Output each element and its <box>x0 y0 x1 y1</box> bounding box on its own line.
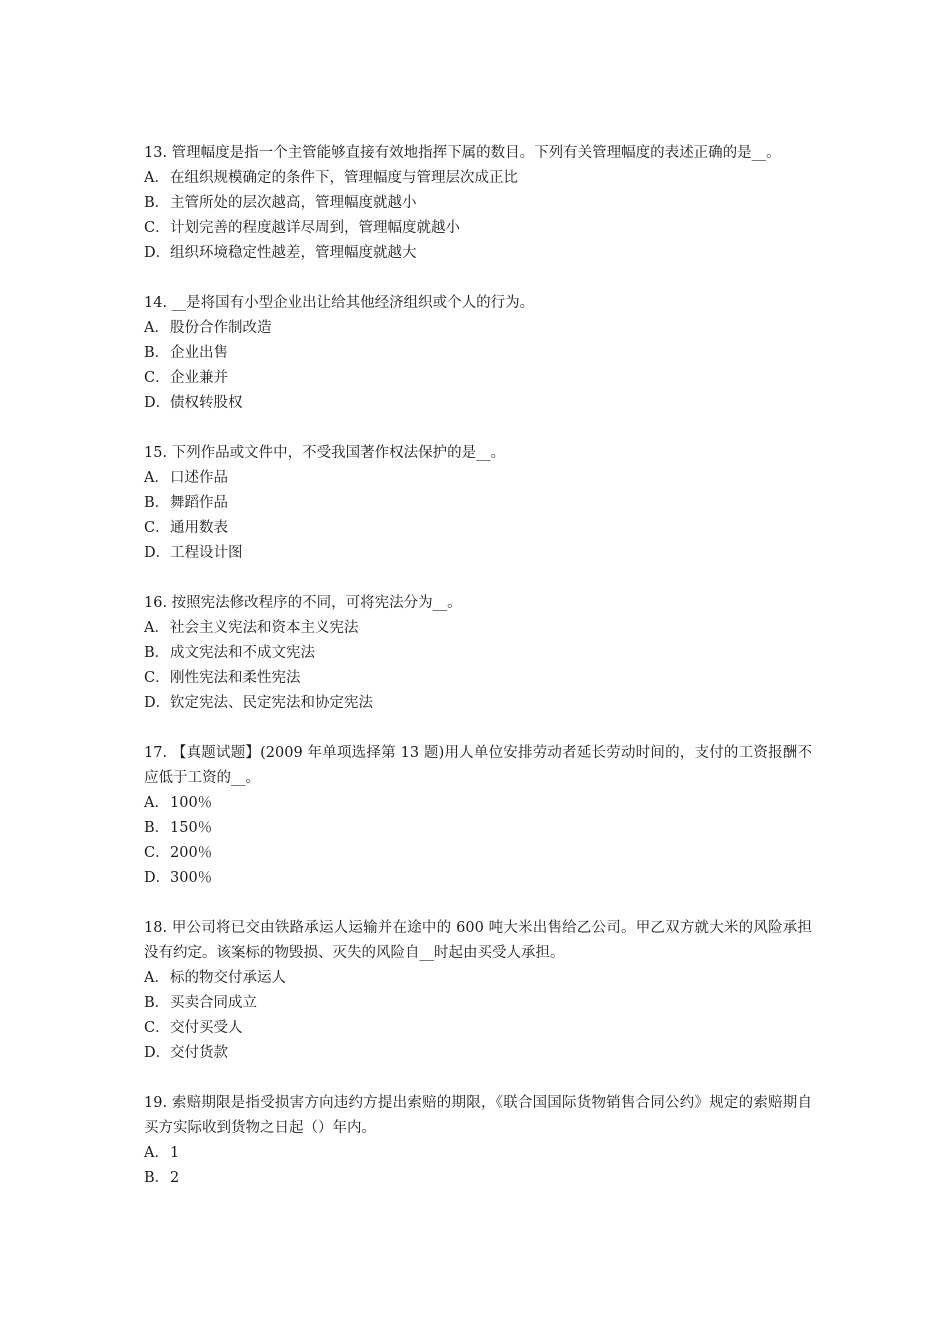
option-text: 200％ <box>170 845 213 861</box>
option-a <box>144 166 812 191</box>
option-a <box>144 1141 812 1166</box>
option-a <box>144 791 812 816</box>
option-list <box>144 316 812 416</box>
option-text: 股份合作制改造 <box>170 320 272 336</box>
option-b <box>144 991 812 1016</box>
option-text: 交付买受人 <box>170 1020 243 1036</box>
question-18 <box>144 916 812 1066</box>
option-b <box>144 491 812 516</box>
option-b <box>144 816 812 841</box>
option-text: 在组织规模确定的条件下，管理幅度与管理层次成正比 <box>170 170 518 186</box>
question-13 <box>144 141 812 266</box>
option-a <box>144 616 812 641</box>
question-14 <box>144 291 812 416</box>
option-letter: D． <box>144 1045 171 1061</box>
option-list <box>144 966 812 1066</box>
option-c <box>144 216 812 241</box>
question-stem: 16. 按照宪法修改程序的不同，可将宪法分为__。 <box>144 595 462 611</box>
option-b <box>144 191 812 216</box>
option-letter: C． <box>144 370 170 386</box>
option-d <box>144 391 812 416</box>
option-d <box>144 1041 812 1066</box>
option-c <box>144 1016 812 1041</box>
question-19 <box>144 1091 812 1191</box>
option-letter: D． <box>144 870 171 886</box>
option-letter: C． <box>144 220 170 236</box>
option-d <box>144 541 812 566</box>
option-text: 1 <box>170 1145 180 1161</box>
option-text: 100％ <box>170 795 213 811</box>
option-letter: B． <box>144 345 170 361</box>
option-letter: A． <box>144 970 169 986</box>
option-list <box>144 1141 812 1191</box>
option-letter: A． <box>144 1145 169 1161</box>
option-c <box>144 366 812 391</box>
question-stem: 18. 甲公司将已交由铁路承运人运输并在途中的 600 吨大米出售给乙公司。甲乙双方就大米的风险承担没有约定。该案标的物毁损、灭失的风险自__时起由买受人承担。 <box>144 920 812 961</box>
option-letter: B． <box>144 645 170 661</box>
option-text: 150％ <box>170 820 213 836</box>
option-letter: C． <box>144 1020 170 1036</box>
option-text: 通用数表 <box>170 520 228 536</box>
option-letter: B． <box>144 995 170 1011</box>
option-text: 300％ <box>170 870 213 886</box>
question-16 <box>144 591 812 716</box>
option-text: 计划完善的程度越详尽周到，管理幅度就越小 <box>170 220 460 236</box>
option-d <box>144 241 812 266</box>
question-stem: 15. 下列作品或文件中，不受我国著作权法保护的是__。 <box>144 445 506 461</box>
option-letter: D． <box>144 395 171 411</box>
option-letter: D． <box>144 695 171 711</box>
option-text: 债权转股权 <box>170 395 243 411</box>
option-text: 2 <box>170 1170 180 1186</box>
option-letter: A． <box>144 170 169 186</box>
option-letter: C． <box>144 845 170 861</box>
option-d <box>144 866 812 891</box>
option-text: 标的物交付承运人 <box>170 970 286 986</box>
option-text: 组织环境稳定性越差，管理幅度就越大 <box>170 245 417 261</box>
option-letter: B． <box>144 820 170 836</box>
option-text: 刚性宪法和柔性宪法 <box>170 670 301 686</box>
option-list <box>144 166 812 266</box>
question-stem: 17. 【真题试题】(2009 年单项选择第 13 题)用人单位安排劳动者延长劳动时间的，支付的工资报酬不应低于工资的__。 <box>144 745 812 786</box>
option-letter: A． <box>144 470 169 486</box>
option-letter: B． <box>144 195 170 211</box>
option-text: 企业兼并 <box>170 370 228 386</box>
option-text: 主管所处的层次越高，管理幅度就越小 <box>170 195 417 211</box>
option-letter: A． <box>144 320 169 336</box>
question-17 <box>144 741 812 891</box>
option-d <box>144 691 812 716</box>
option-text: 口述作品 <box>170 470 228 486</box>
option-list <box>144 791 812 891</box>
option-text: 舞蹈作品 <box>170 495 228 511</box>
option-letter: D． <box>144 245 171 261</box>
option-list <box>144 616 812 716</box>
option-list <box>144 466 812 566</box>
option-c <box>144 516 812 541</box>
option-letter: B． <box>144 495 170 511</box>
option-c <box>144 841 812 866</box>
question-stem: 19. 索赔期限是指受损害方向违约方提出索赔的期限，《联合国国际货物销售合同公约》规定的索赔期自买方实际收到货物之日起（）年内。 <box>144 1095 812 1136</box>
option-letter: C． <box>144 670 170 686</box>
option-a <box>144 966 812 991</box>
option-letter: B． <box>144 1170 170 1186</box>
option-text: 社会主义宪法和资本主义宪法 <box>170 620 359 636</box>
option-a <box>144 316 812 341</box>
document-page <box>144 141 812 1216</box>
option-text: 企业出售 <box>170 345 228 361</box>
option-text: 工程设计图 <box>170 545 243 561</box>
option-b <box>144 341 812 366</box>
option-c <box>144 666 812 691</box>
option-a <box>144 466 812 491</box>
question-stem: 14. __是将国有小型企业出让给其他经济组织或个人的行为。 <box>144 295 535 311</box>
question-15 <box>144 441 812 566</box>
option-letter: D． <box>144 545 171 561</box>
question-stem: 13. 管理幅度是指一个主管能够直接有效地指挥下属的数目。下列有关管理幅度的表述正确的是__。 <box>144 145 781 161</box>
option-b <box>144 1166 812 1191</box>
option-letter: A． <box>144 620 169 636</box>
option-text: 交付货款 <box>170 1045 228 1061</box>
option-text: 钦定宪法、民定宪法和协定宪法 <box>170 695 373 711</box>
option-text: 成文宪法和不成文宪法 <box>170 645 315 661</box>
option-text: 买卖合同成立 <box>170 995 257 1011</box>
option-b <box>144 641 812 666</box>
option-letter: C． <box>144 520 170 536</box>
option-letter: A． <box>144 795 169 811</box>
